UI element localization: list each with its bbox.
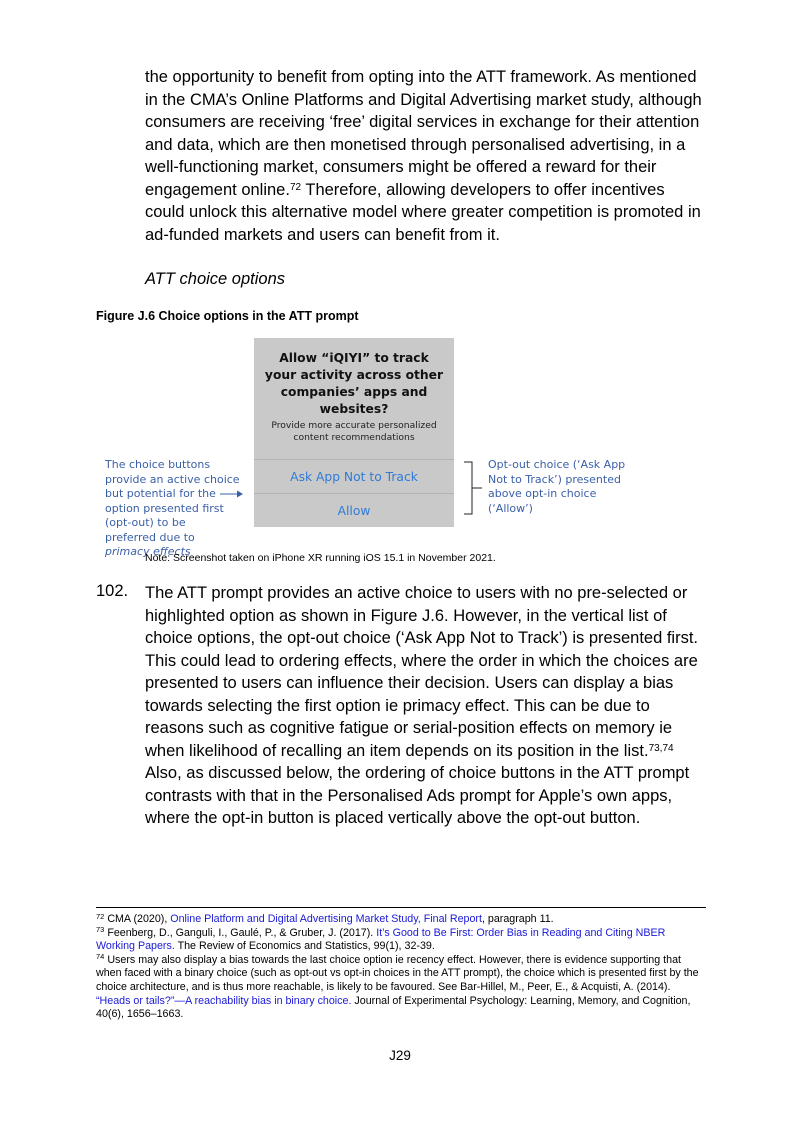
footnote-72	[96, 913, 706, 927]
paragraph-102-text-1: The ATT prompt provides an active choice to users with no pre-selected or highlighted option as shown in Figure J.6. However, in the vertical list of choice options, the opt-out choice (‘Ask App Not to Track’) is presented first. This could lead to ordering effects, where the order in which the choices are presented to users can influence their decision. Users can display a bias towards selecting the first option ie primacy effect. This can be due to reasons such as cognitive fatigue or serial-position effects on memory ie when likelihood of recalling an item depends on its position in the list.	[145, 584, 699, 760]
footnote-link[interactable]: Online Platform and Digital Advertising Market Study, Final Report	[170, 913, 482, 925]
footnote-74	[96, 954, 706, 1022]
allow-button[interactable]: Allow	[254, 493, 454, 527]
annotation-right: Opt-out choice (‘Ask App Not to Track’) presented above opt-in choice (‘Allow’)	[488, 458, 626, 515]
paragraph-number: 102.	[96, 582, 129, 600]
footnote-ref-72[interactable]: 72	[289, 181, 302, 193]
bracket-icon	[464, 462, 482, 514]
att-prompt-screenshot	[254, 338, 454, 527]
section-subheading: ATT choice options	[145, 270, 286, 288]
prompt-message: Provide more accurate personalized content recommendations	[271, 420, 437, 443]
intro-text-2: Therefore, allowing developers to offer incentives could unlock this alternative model where greater competition is promoted in ad-funded markets and users can benefit from it.	[145, 180, 701, 244]
prompt-title: Allow “iQIYI” to track your activity across other companies’ apps and websites?	[264, 351, 444, 416]
figure-note: Note: Screenshot taken on iPhone XR running iOS 15.1 in November 2021.	[145, 552, 496, 564]
footnote-73	[96, 927, 706, 954]
paragraph-102-text-2: Also, as discussed below, the ordering of choice buttons in the ATT prompt contrasts with that in the Personalised Ads prompt for Apple’s own apps, where the opt-in button is placed vertically above the opt-out button.	[145, 764, 690, 827]
footnote-text: Users may also display a bias towards the last choice option ie recency effect. However, there is evidence supporting that when faced with a binary choice (such as opt-out vs opt-in choices in the ATT prompt), the choice which is presented first by the choice architecture, and is thus more reachable, is likely to be favoured. See Bar-Hillel, M., Peer, E., & Acquisti, A. (2014).	[96, 953, 699, 993]
footnote-text: CMA (2020),	[104, 913, 171, 925]
annotation-left-emphasis: primacy effects	[105, 545, 191, 558]
intro-paragraph	[145, 66, 705, 246]
footnote-text: , paragraph 11.	[481, 913, 554, 925]
annotation-left-text: The choice buttons provide an active choice but potential for the option presented first (opt-out) to be preferred due to	[105, 458, 240, 544]
footnote-text: Journal of Experimental Psychology: Learning, Memory, and Cognition, 40(6), 1656–1663.	[96, 994, 691, 1021]
footnote-link[interactable]: It’s Good to Be First: Order Bias in Reading and Citing NBER Working Papers.	[96, 926, 666, 953]
ask-not-to-track-button[interactable]: Ask App Not to Track	[254, 459, 454, 493]
footnote-link[interactable]: “Heads or tails?”—A reachability bias in binary choice.	[96, 994, 352, 1007]
footnote-number: 74	[96, 952, 105, 962]
footnote-ref-73-74[interactable]: 73,74	[648, 742, 674, 754]
page-number: J29	[389, 1048, 411, 1063]
footnote-number: 72	[96, 911, 105, 921]
footnote-number: 73	[96, 925, 105, 935]
footnotes	[96, 913, 706, 1022]
footnote-divider	[96, 907, 706, 908]
intro-text-1: the opportunity to benefit from opting into the ATT framework. As mentioned in the CMA’s Online Platforms and Digital Advertising market study, although consumers are receiving ‘free’ digital services in exchange for their attention and data, which are then monetised through personalised advertising, in a well-functioning market, consumers might be offered a reward for their engagement online.	[145, 68, 702, 199]
annotation-left	[105, 458, 240, 560]
figure-title: Figure J.6 Choice options in the ATT prompt	[96, 309, 359, 323]
paragraph-102	[145, 582, 705, 830]
footnote-text: Feenberg, D., Ganguli, I., Gaulé, P., & Gruber, J. (2017).	[104, 926, 377, 939]
footnote-text: The Review of Economics and Statistics, 99(1), 32-39.	[174, 940, 435, 953]
